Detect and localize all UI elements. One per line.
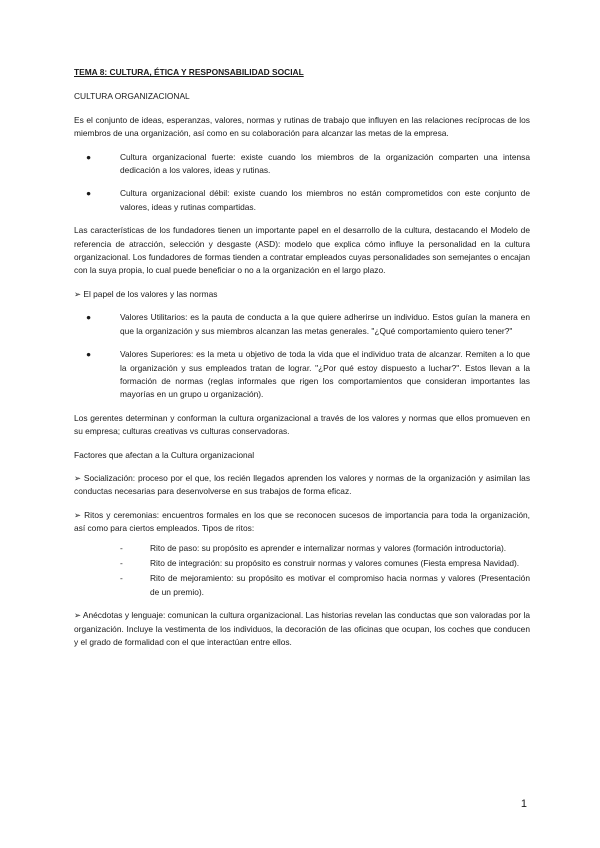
bullet-item: [86, 311, 530, 338]
heading-valores: [74, 288, 530, 301]
document-body: [74, 66, 530, 659]
bullet-item: [86, 348, 530, 402]
arrow-icon: ➢: [74, 288, 82, 299]
bullet-text: Valores Superiores: es la meta u objetivo de toda la vida que el individuo trata de alcanzar. Remiten a lo que la organización y sus empleados tratan de lograr. "¿Por qué estoy dispuesto a luchar?". Estos llevan a la formación de normas (reglas informales que rigen los comportamientos que consideran importantes las mayorías en un grupo u organización).: [120, 349, 530, 400]
heading-valores-text: El papel de los valores y las normas: [83, 288, 218, 299]
bullet-text: Valores Utilitarios: es la pauta de conducta a la que quiere adherirse un individuo. Estos guían la manera en que la organización y sus miembros alcanzan las metas generales. "¿Qué comportamiento quiero tener?": [120, 312, 530, 336]
managers-paragraph: Los gerentes determinan y conforman la cultura organizacional a través de los valores y normas que ellos promueven en su empresa; culturas creativas vs culturas conservadoras.: [74, 412, 530, 437]
ritos-text: Ritos y ceremonias: encuentros formales en los que se reconocen sucesos de importancia para toda la organización, así como para ciertos empleados. Tipos de ritos:: [74, 509, 531, 534]
rito-text: Rito de integración: su propósito es construir normas y valores comunes (Fiesta empresa Navidad).: [150, 557, 520, 568]
founders-paragraph: Las características de los fundadores tienen un importante papel en el desarrollo de la cultura, destacando el Modelo de referencia de atracción, selección y desgaste (ASD): modelo que explica cómo influye la personalidad en la cultura organizacional. Los fundadores de formas tienden a contratar empleados cuyas personalidades son semejantes o encajan con la suya propia, lo cual puede beneficiar o no a la organización en el largo plazo.: [74, 225, 530, 276]
bullet-icon: ●: [86, 349, 92, 360]
bullet-icon: ●: [86, 312, 92, 323]
rito-text: Rito de paso: su propósito es aprender e internalizar normas y valores (formación introductoria).: [150, 542, 507, 553]
rito-item: [120, 557, 530, 570]
rito-item: [120, 572, 530, 599]
bullet-text: Cultura organizacional fuerte: existe cuando los miembros de la organización comparten una intensa dedicación a los valores, ideas y rutinas.: [120, 151, 530, 176]
intro-paragraph: Es el conjunto de ideas, esperanzas, valores, normas y rutinas de trabajo que influyen en las relaciones recíprocas de los miembros de una organización, así como en su colaboración para alcanzar las metas de la empresa.: [74, 114, 530, 139]
bullet-text: Cultura organizacional débil: existe cuando los miembros no están comprometidos con este conjunto de valores, ideas y rutinas compartidas.: [120, 188, 530, 212]
socializacion-text: Socialización: proceso por el que, los recién llegados aprenden los valores y normas de la organización y asimilan las conductas necesarias para desenvolverse en sus trabajos de forma eficaz.: [74, 472, 531, 497]
bullet-icon: ●: [86, 151, 92, 162]
ritos-paragraph: [74, 509, 530, 536]
rito-text: Rito de mejoramiento: su propósito es motivar el compromiso hacia normas y valores (Presentación de un premio).: [150, 573, 530, 597]
bullet-item: [86, 187, 530, 214]
bullet-icon: ●: [86, 188, 92, 199]
section-heading-cultura: CULTURA ORGANIZACIONAL: [74, 91, 190, 102]
socializacion-paragraph: [74, 472, 530, 499]
arrow-icon: ➢: [74, 509, 82, 520]
anecdotas-text: Anécdotas y lenguaje: comunican la cultura organizacional. Las historias revelan las conductas que son valoradas por la organización. Incluye la vestimenta de los individuos, la decoración de las oficinas que ocupan, los coches que conducen y el grado de formalidad con el que interactúan entre ellos.: [74, 610, 530, 647]
arrow-icon: ➢: [74, 610, 82, 621]
anecdotas-paragraph: [74, 609, 530, 649]
rito-item: [120, 542, 530, 555]
page-number: 1: [520, 798, 527, 810]
arrow-icon: ➢: [74, 472, 82, 483]
bullet-item: [86, 151, 530, 178]
dash-icon: -: [120, 573, 123, 584]
document-title: TEMA 8: CULTURA, ÉTICA Y RESPONSABILIDAD SOCIAL: [74, 67, 304, 77]
dash-icon: -: [120, 542, 123, 553]
heading-factores: Factores que afectan a la Cultura organizacional: [74, 449, 255, 460]
dash-icon: -: [120, 557, 123, 568]
